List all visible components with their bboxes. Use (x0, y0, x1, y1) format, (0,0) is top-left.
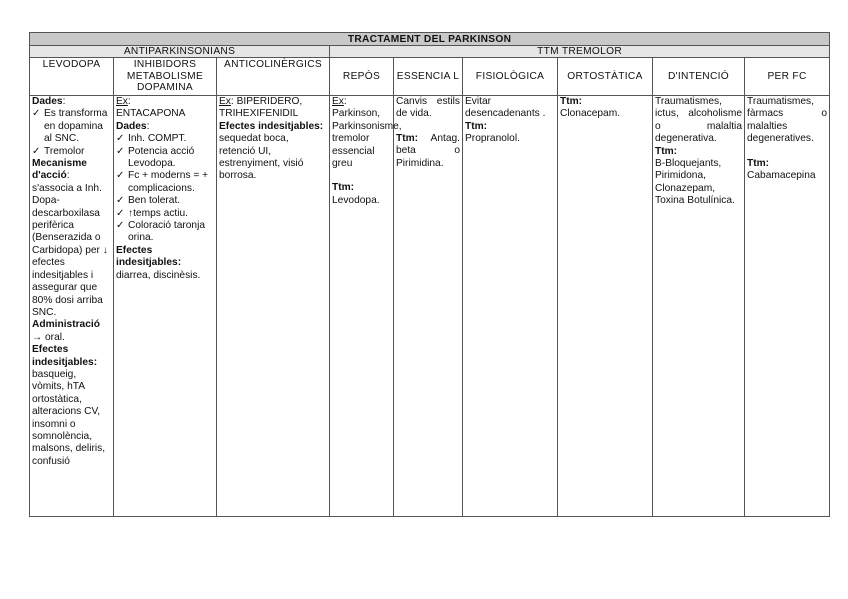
perfc-ttm: Ttm: Cabamacepina (747, 157, 816, 182)
levodopa-mecanisme: Mecanisme d'acció: s'associa a Inh. Dopa-descarboxilasa perifèrica (Benserazida o Carbidopa) per ↓ efectes indesitjables i assegurar que 80% dosi arriba SNC. (32, 158, 108, 318)
cell-anticolinergics (217, 96, 330, 517)
list-item: ✓ Tremolor (32, 145, 85, 157)
list-item: ✓ ↑temps actiu. (116, 207, 189, 219)
levodopa-administracio: Administració → oral. (32, 319, 100, 343)
header-inhibidors: INHIBIDORS METABOLISME DOPAMINA (114, 58, 217, 96)
check-icon: ✓ (32, 145, 41, 157)
check-icon: ✓ (116, 145, 125, 157)
group-ttm-tremolor: TTM TREMOLOR (330, 46, 830, 58)
cell-fisiologica (463, 96, 558, 517)
essencial-text: Canvis estils de vida. (396, 96, 460, 120)
header-repos: REPÒS (330, 58, 394, 96)
group-antiparkinsonians: ANTIPARKINSONIANS (30, 46, 330, 58)
list-item: ✓ Es transforma en dopamina al SNC. (32, 108, 108, 145)
repos-example: Ex: Parkinson, Parkinsonisme, tremolor essencial greu (332, 96, 402, 170)
check-icon: ✓ (116, 170, 125, 182)
list-item: ✓ Ben tolerat. (116, 195, 181, 207)
repos-ttm: Ttm: Levodopa. (332, 182, 380, 206)
header-anticolinergics: ANTICOLINÈRGICS (217, 58, 330, 96)
perfc-text: Traumatismes, fàrmacs o malalties degeneratives. (747, 96, 828, 145)
header-perfc: PER FC (745, 58, 830, 96)
inhibidors-example: Ex: ENTACAPONA (116, 96, 186, 120)
inhibidors-efectes: Efectes indesitjables: diarrea, discinèsis. (116, 244, 201, 281)
anticolinergics-efectes: Efectes indesitjables: sequedat boca, retenció UI, estrenyiment, visió borrosa. (219, 120, 324, 182)
intencio-text: Traumatismes, ictus, alcoholisme o malaltia degenerativa. (655, 96, 742, 145)
header-levodopa: LEVODOPA (30, 58, 114, 96)
intencio-ttm: Ttm: B-Bloquejants, Pirimidona, Clonazepam, Toxina Botulínica. (655, 145, 735, 207)
header-intencio: D'INTENCIÓ (653, 58, 745, 96)
levodopa-efectes: Efectes indesitjables: basqueig, vòmits, hTA ortostàtica, alteracions CV, insomni o somnolència, malsons, deliris, confusió (32, 344, 106, 467)
check-icon: ✓ (116, 207, 125, 219)
header-essencial: ESSENCIA L (394, 58, 463, 96)
cell-perfc (745, 96, 830, 517)
list-item: ✓ Fc + moderns = + complicacions. (116, 170, 209, 194)
table-title: TRACTAMENT DEL PARKINSON (30, 33, 830, 46)
levodopa-dades-list (32, 108, 111, 158)
essencial-ttm: Ttm: Antag. beta o Pirimidina. (396, 132, 460, 169)
cell-ortostatica (558, 96, 653, 517)
check-icon: ✓ (116, 133, 125, 145)
list-item: ✓ Potencia acció Levodopa. (116, 145, 195, 170)
levodopa-dades-label: Dades: (32, 96, 66, 107)
fisiologica-ttm: Ttm: Propranolol. (465, 120, 520, 145)
inhibidors-dades-label: Dades: (116, 120, 150, 132)
check-icon: ✓ (116, 220, 125, 232)
check-icon: ✓ (116, 195, 125, 207)
list-item: ✓ Coloració taronja orina. (116, 220, 206, 244)
fisiologica-text: Evitar desencadenants . (465, 96, 546, 120)
anticolinergics-example: Ex: BIPERIDERO, TRIHEXIFENIDIL (219, 96, 303, 120)
parkinson-treatment-table (29, 32, 830, 517)
cell-repos (330, 96, 402, 517)
cell-intencio (653, 96, 745, 517)
cell-levodopa (30, 96, 114, 517)
cell-essencial (394, 96, 463, 517)
header-fisiologica: FISIOLÒGICA (463, 58, 558, 96)
cell-inhibidors (114, 96, 217, 517)
inhibidors-dades-list (116, 133, 214, 245)
ortostatica-ttm: Ttm: Clonacepam. (560, 96, 621, 120)
list-item: ✓ Inh. COMPT. (116, 133, 187, 145)
header-ortostatica: ORTOSTÀTICA (558, 58, 653, 96)
check-icon: ✓ (32, 108, 41, 120)
